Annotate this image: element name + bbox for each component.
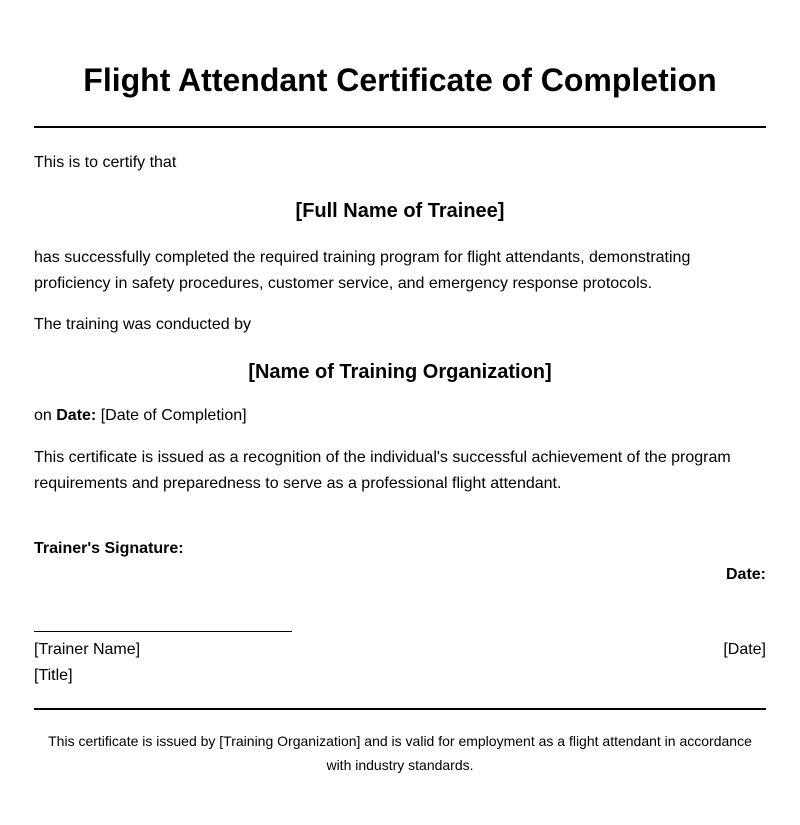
certificate-title: Flight Attendant Certificate of Completion — [83, 62, 717, 98]
top-divider — [34, 126, 766, 128]
recognition-text: This certificate is issued as a recognition of the individual's successful achievement of the program requirements and preparedness to serve as a professional flight attendant. — [34, 449, 731, 492]
trainer-name: [Trainer Name] — [34, 641, 141, 658]
conducted-by-text: The training was conducted by — [34, 316, 252, 333]
date-label: Date: — [56, 407, 97, 424]
bottom-divider — [34, 708, 766, 710]
signature-date-label: Date: — [725, 566, 766, 583]
completion-date-line — [34, 403, 766, 429]
completion-text: has successfully completed the required training program for flight attendants, demonstrating proficiency in safety procedures, customer service, and emergency response protocols. — [34, 249, 691, 292]
signature-line — [34, 631, 292, 632]
trainee-name: [Full Name of Trainee] — [295, 200, 505, 222]
trainer-signature-label: Trainer's Signature: — [34, 540, 184, 557]
date-value: [Date of Completion] — [100, 407, 247, 424]
signature-date-value: [Date] — [723, 641, 766, 658]
trainer-title: [Title] — [34, 667, 73, 684]
organization-name: [Name of Training Organization] — [248, 361, 552, 383]
intro-text: This is to certify that — [34, 154, 177, 171]
footer-text: This certificate is issued by [Training Organization] and is valid for employment as a flight attendant in accordance with industry standards. — [48, 733, 752, 773]
date-prefix: on — [34, 407, 52, 424]
